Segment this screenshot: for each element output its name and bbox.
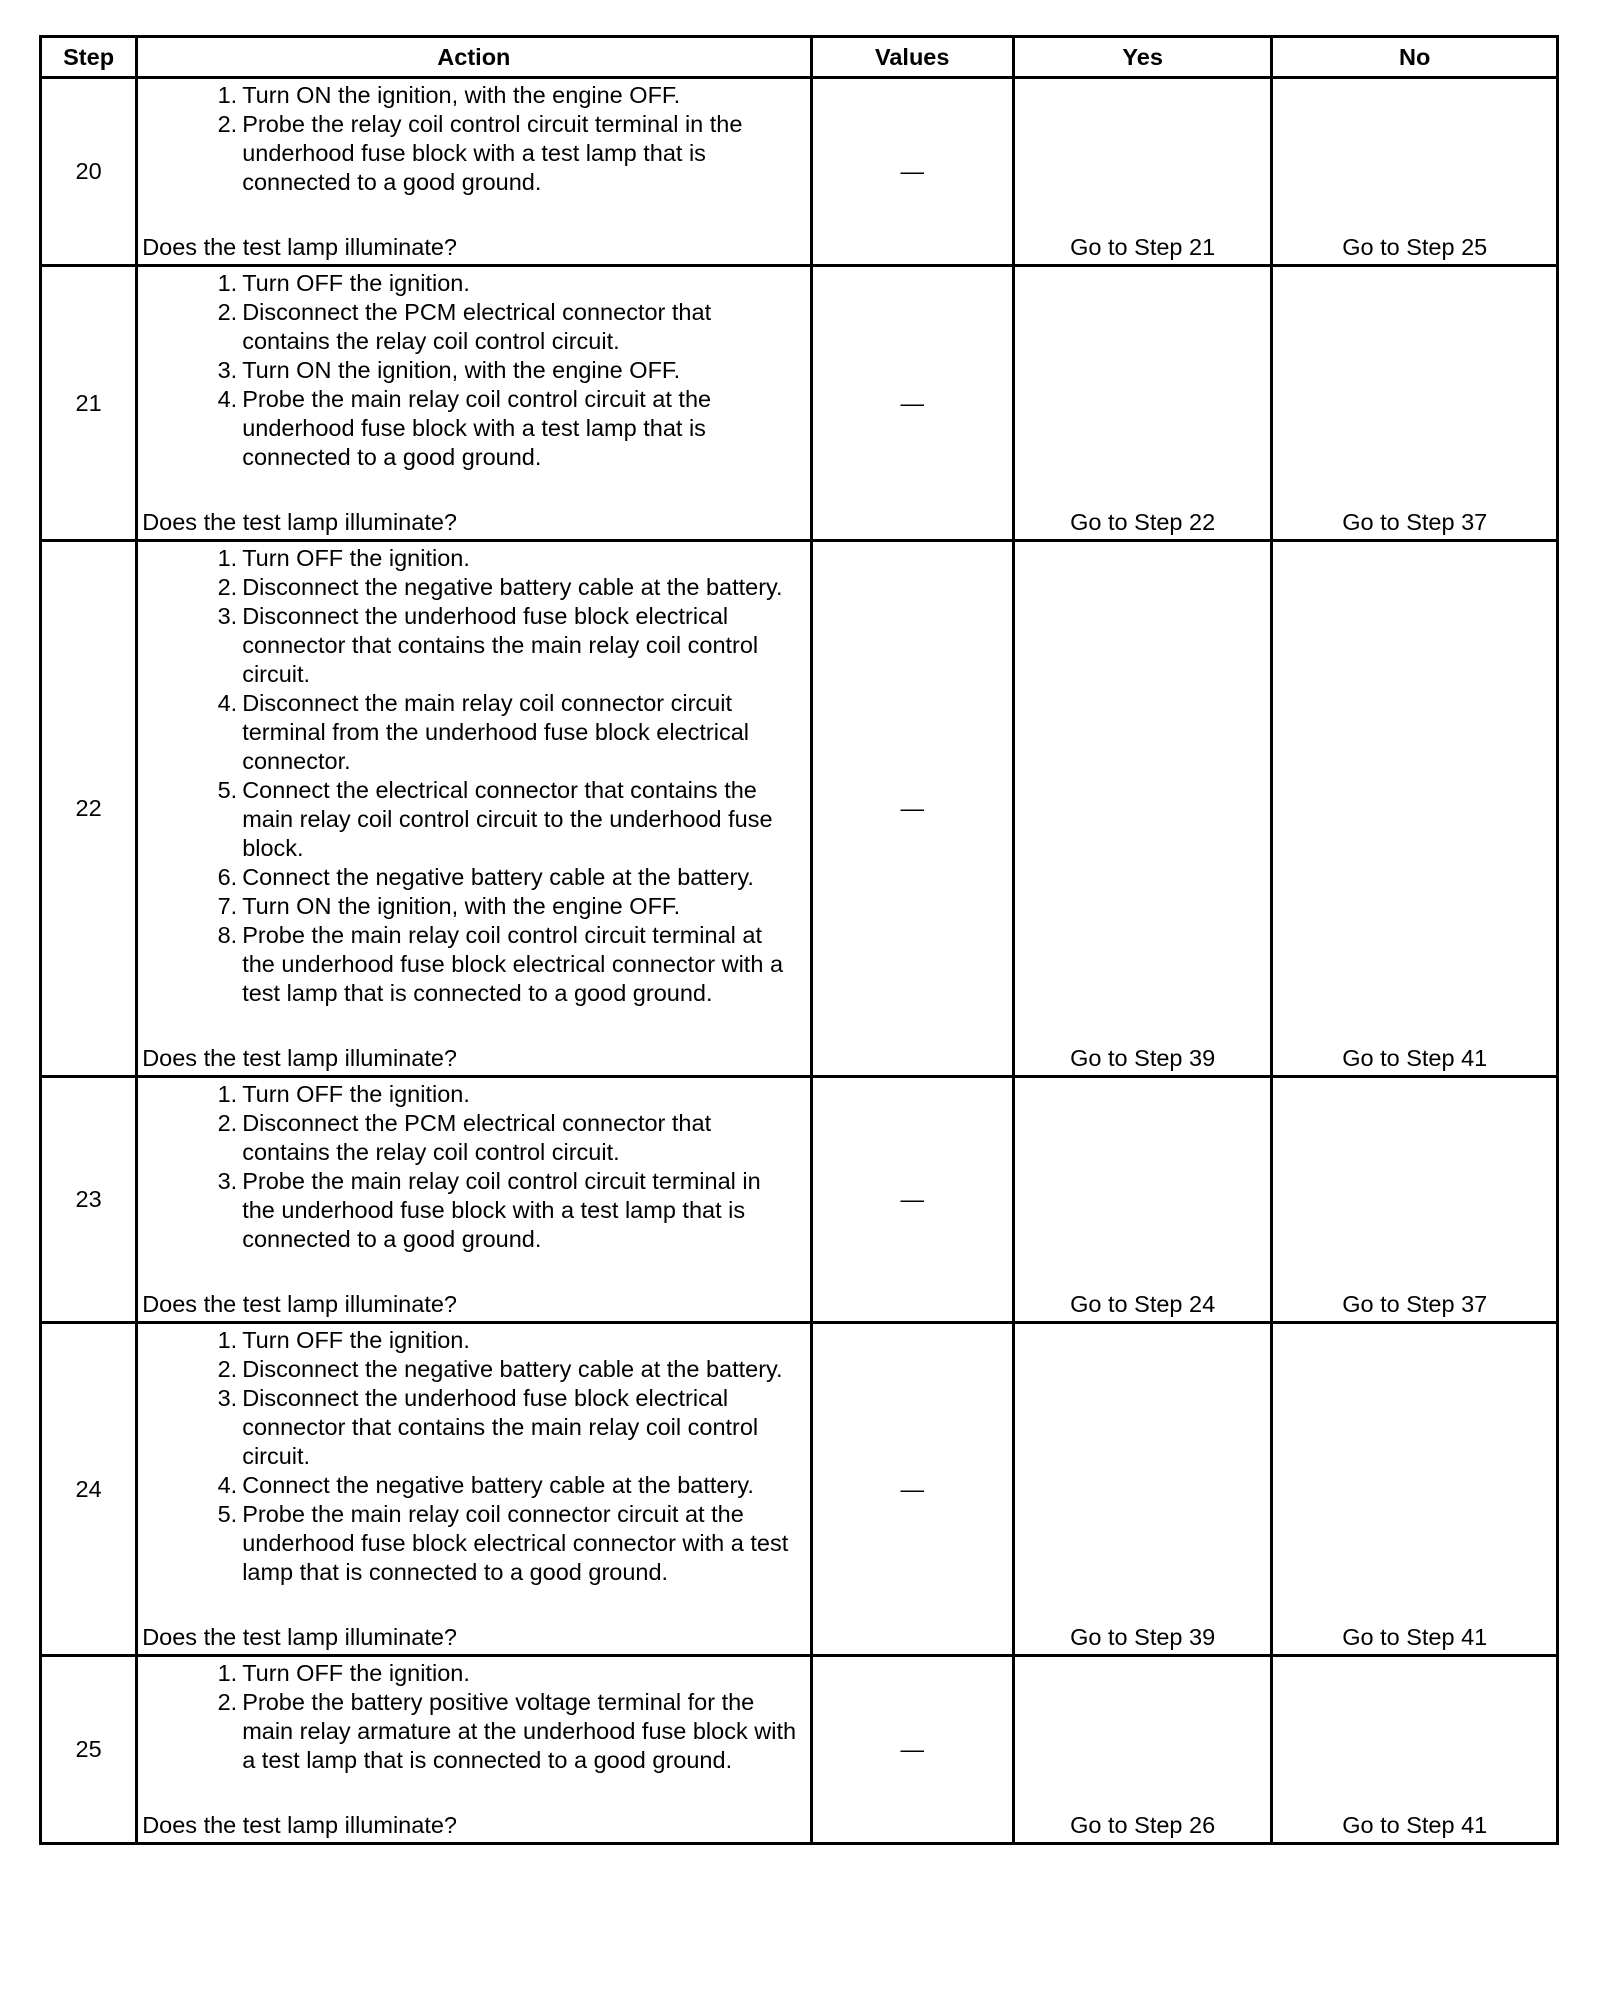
action-cell xyxy=(137,1077,811,1323)
yes-cell: Go to Step 22 xyxy=(1013,266,1272,541)
header-row xyxy=(41,37,1558,78)
action-item xyxy=(142,385,799,472)
action-item-number: 5 . xyxy=(142,776,242,863)
action-item-number: 3 . xyxy=(142,356,242,385)
action-item xyxy=(142,863,799,892)
action-item-number: 2 . xyxy=(142,110,242,197)
action-item-text: Disconnect the negative battery cable at the battery. xyxy=(242,1356,783,1382)
action-item-number: 1 . xyxy=(142,1659,242,1688)
action-cell xyxy=(137,1323,811,1656)
action-question: Does the test lamp illuminate? xyxy=(142,234,457,260)
action-item-number: 6 . xyxy=(142,863,242,892)
action-item-text: Probe the main relay coil control circuit terminal in the underhood fuse block with a test lamp that is connected to a good ground. xyxy=(242,1168,761,1252)
action-item-text: Probe the battery positive voltage terminal for the main relay armature at the underhood fuse block with a test lamp that is connected to a good ground. xyxy=(242,1689,797,1773)
header-values: Values xyxy=(811,37,1013,78)
action-item xyxy=(142,1167,799,1254)
values-cell: — xyxy=(811,1323,1013,1656)
action-item-number: 7 . xyxy=(142,892,242,921)
action-item xyxy=(142,602,799,689)
action-question: Does the test lamp illuminate? xyxy=(142,1291,457,1317)
action-item-text: Probe the main relay coil control circuit at the underhood fuse block with a test lamp that is connected to a good ground. xyxy=(242,386,712,470)
action-item-text: Probe the relay coil control circuit terminal in the underhood fuse block with a test lamp that is connected to a good ground. xyxy=(242,111,743,195)
action-item-text: Connect the electrical connector that contains the main relay coil control circuit to the underhood fuse block. xyxy=(242,777,773,861)
action-cell xyxy=(137,541,811,1077)
yes-cell: Go to Step 26 xyxy=(1013,1656,1272,1844)
action-item-text: Turn ON the ignition, with the engine OFF. xyxy=(242,357,681,383)
action-item xyxy=(142,921,799,1008)
yes-cell: Go to Step 24 xyxy=(1013,1077,1272,1323)
action-item xyxy=(142,1471,799,1500)
action-item xyxy=(142,1080,799,1109)
action-list xyxy=(142,544,799,1008)
action-question: Does the test lamp illuminate? xyxy=(142,509,457,535)
values-cell: — xyxy=(811,78,1013,266)
action-list xyxy=(142,1659,799,1775)
header-action: Action xyxy=(137,37,811,78)
action-list xyxy=(142,1326,799,1587)
values-cell: — xyxy=(811,266,1013,541)
action-question: Does the test lamp illuminate? xyxy=(142,1812,457,1838)
action-item-number: 4 . xyxy=(142,689,242,776)
action-item-text: Disconnect the PCM electrical connector that contains the relay coil control circuit. xyxy=(242,1110,712,1165)
action-item-number: 4 . xyxy=(142,385,242,472)
action-item xyxy=(142,269,799,298)
step-number: 20 xyxy=(41,78,137,266)
action-item xyxy=(142,356,799,385)
action-item xyxy=(142,1355,799,1384)
yes-cell: Go to Step 39 xyxy=(1013,1323,1272,1656)
values-cell: — xyxy=(811,1656,1013,1844)
action-item-text: Turn ON the ignition, with the engine OFF. xyxy=(242,893,681,919)
action-item-text: Disconnect the underhood fuse block electrical connector that contains the main relay coil control circuit. xyxy=(242,603,759,687)
step-number: 22 xyxy=(41,541,137,1077)
action-cell xyxy=(137,78,811,266)
action-item-text: Disconnect the main relay coil connector circuit terminal from the underhood fuse block electrical connector. xyxy=(242,690,749,774)
action-item xyxy=(142,1500,799,1587)
action-item-text: Disconnect the PCM electrical connector that contains the relay coil control circuit. xyxy=(242,299,712,354)
action-item-number: 1 . xyxy=(142,544,242,573)
action-item-text: Turn OFF the ignition. xyxy=(242,1327,470,1353)
action-item-text: Turn OFF the ignition. xyxy=(242,1081,470,1107)
action-item-text: Turn OFF the ignition. xyxy=(242,545,470,571)
action-question: Does the test lamp illuminate? xyxy=(142,1045,457,1071)
action-item xyxy=(142,892,799,921)
action-item xyxy=(142,689,799,776)
action-item xyxy=(142,1688,799,1775)
no-cell: Go to Step 37 xyxy=(1272,266,1558,541)
action-item-number: 5 . xyxy=(142,1500,242,1587)
action-cell xyxy=(137,266,811,541)
action-item xyxy=(142,1384,799,1471)
action-item-text: Turn OFF the ignition. xyxy=(242,1660,470,1686)
action-item xyxy=(142,544,799,573)
no-cell: Go to Step 41 xyxy=(1272,1656,1558,1844)
action-item xyxy=(142,776,799,863)
action-item xyxy=(142,1659,799,1688)
table-row xyxy=(41,266,1558,541)
action-item xyxy=(142,573,799,602)
table-row xyxy=(41,541,1558,1077)
action-item-text: Disconnect the negative battery cable at the battery. xyxy=(242,574,783,600)
no-cell: Go to Step 41 xyxy=(1272,541,1558,1077)
action-item-number: 1 . xyxy=(142,81,242,110)
action-item-number: 2 . xyxy=(142,573,242,602)
step-number: 25 xyxy=(41,1656,137,1844)
action-item-text: Connect the negative battery cable at the battery. xyxy=(242,864,754,890)
action-item-text: Turn OFF the ignition. xyxy=(242,270,470,296)
action-item-number: 2 . xyxy=(142,1355,242,1384)
yes-cell: Go to Step 21 xyxy=(1013,78,1272,266)
table-row xyxy=(41,1323,1558,1656)
step-number: 21 xyxy=(41,266,137,541)
values-cell: — xyxy=(811,541,1013,1077)
action-question: Does the test lamp illuminate? xyxy=(142,1624,457,1650)
header-yes: Yes xyxy=(1013,37,1272,78)
no-cell: Go to Step 25 xyxy=(1272,78,1558,266)
action-list xyxy=(142,1080,799,1254)
action-item-number: 1 . xyxy=(142,1326,242,1355)
action-item xyxy=(142,298,799,356)
action-item-number: 2 . xyxy=(142,298,242,356)
header-no: No xyxy=(1272,37,1558,78)
step-number: 24 xyxy=(41,1323,137,1656)
values-cell: — xyxy=(811,1077,1013,1323)
step-number: 23 xyxy=(41,1077,137,1323)
action-item-number: 3 . xyxy=(142,602,242,689)
action-item-number: 4 . xyxy=(142,1471,242,1500)
action-item-number: 8 . xyxy=(142,921,242,1008)
diagnostic-table xyxy=(39,35,1559,1845)
table-body xyxy=(41,78,1558,1844)
header-step: Step xyxy=(41,37,137,78)
action-item xyxy=(142,1109,799,1167)
action-item xyxy=(142,1326,799,1355)
action-item-text: Disconnect the underhood fuse block electrical connector that contains the main relay coil control circuit. xyxy=(242,1385,759,1469)
no-cell: Go to Step 41 xyxy=(1272,1323,1558,1656)
action-item xyxy=(142,81,799,110)
action-item-number: 3 . xyxy=(142,1384,242,1471)
yes-cell: Go to Step 39 xyxy=(1013,541,1272,1077)
table-row xyxy=(41,1656,1558,1844)
action-item xyxy=(142,110,799,197)
action-item-number: 2 . xyxy=(142,1109,242,1167)
action-item-number: 1 . xyxy=(142,1080,242,1109)
no-cell: Go to Step 37 xyxy=(1272,1077,1558,1323)
action-item-number: 2 . xyxy=(142,1688,242,1775)
table-row xyxy=(41,1077,1558,1323)
action-item-text: Probe the main relay coil control circuit terminal at the underhood fuse block electrical connector with a test lamp that is connected to a good ground. xyxy=(242,922,784,1006)
action-item-text: Turn ON the ignition, with the engine OFF. xyxy=(242,82,681,108)
action-cell xyxy=(137,1656,811,1844)
action-list xyxy=(142,81,799,197)
action-item-number: 3 . xyxy=(142,1167,242,1254)
action-list xyxy=(142,269,799,472)
table-row xyxy=(41,78,1558,266)
action-item-text: Connect the negative battery cable at the battery. xyxy=(242,1472,754,1498)
action-item-number: 1 . xyxy=(142,269,242,298)
action-item-text: Probe the main relay coil connector circuit at the underhood fuse block electrical connector with a test lamp that is connected to a good ground. xyxy=(242,1501,789,1585)
